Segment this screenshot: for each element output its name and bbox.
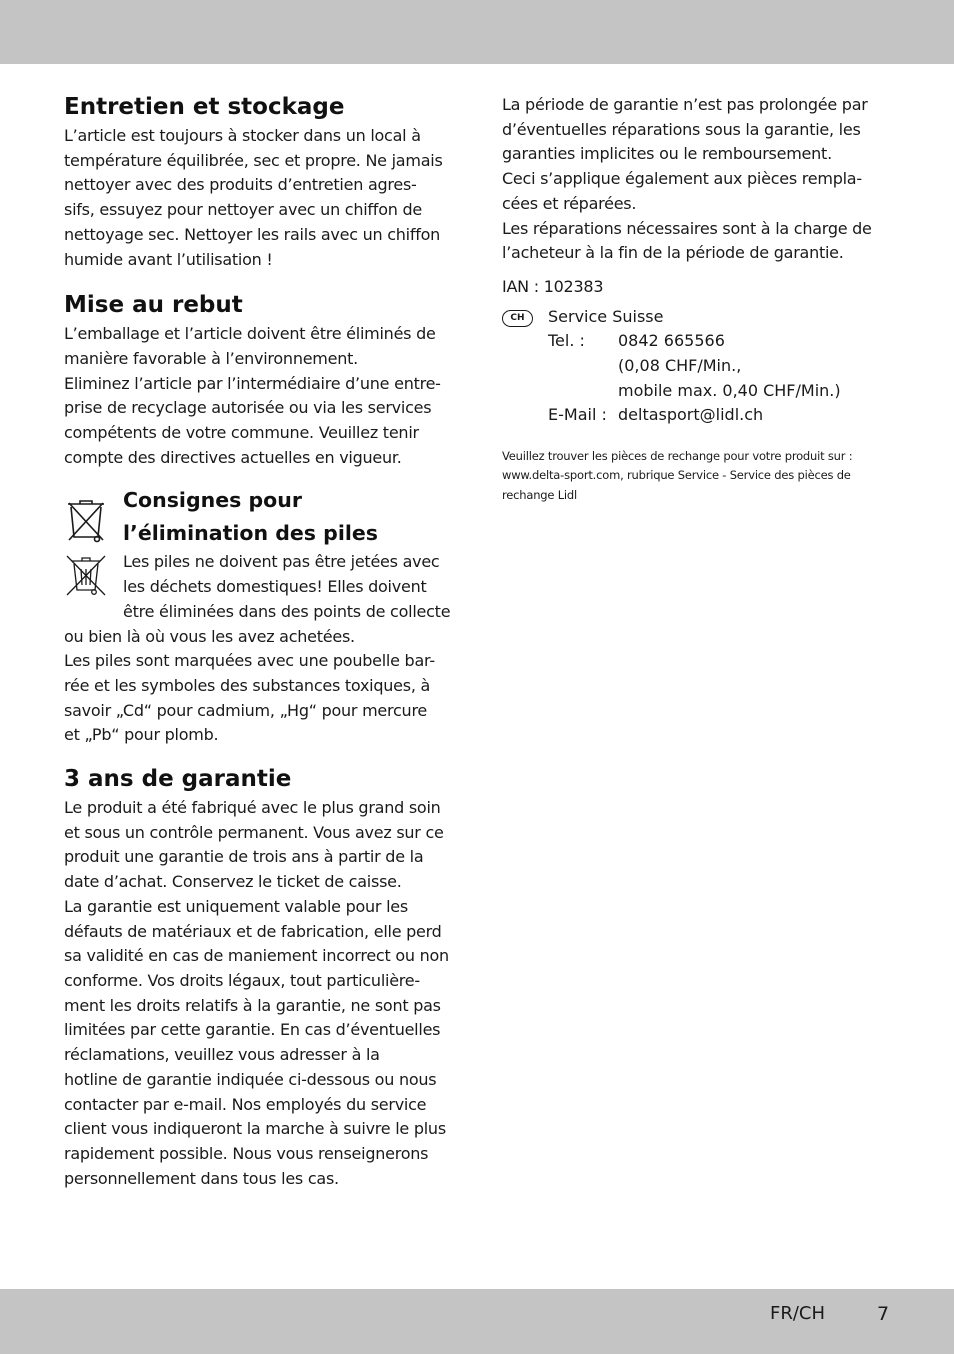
ch-country-badge-icon: CH xyxy=(502,310,533,327)
care-text xyxy=(64,124,456,272)
text-line: conforme. Vos droits légaux, tout particulière- xyxy=(64,970,420,990)
text-line: rapidement possible. Nous vous renseignerons xyxy=(64,1143,429,1163)
batteries-text xyxy=(64,625,456,749)
care-section xyxy=(64,90,456,272)
text-line: contacter par e-mail. Nos employés du service xyxy=(64,1094,427,1114)
warranty-heading: 3 ans de garantie xyxy=(64,766,292,793)
spare-parts-note xyxy=(502,447,897,505)
service-contact xyxy=(502,305,897,429)
service-email-row xyxy=(548,403,897,428)
warranty-text xyxy=(64,796,456,1191)
text-line: prise de recyclage autorisée ou via les services xyxy=(64,398,432,418)
text-line: www.delta-sport.com, rubrique Service - Service des pièces de xyxy=(502,468,851,483)
tel-label: Tel. : xyxy=(548,331,585,351)
text-line: les déchets domestiques! Elles doivent xyxy=(123,577,427,597)
care-heading: Entretien et stockage xyxy=(64,94,345,120)
batteries-heading-block xyxy=(64,484,456,550)
text-line: client vous indiqueront la marche à suivre le plus xyxy=(64,1119,446,1139)
text-line: Les réparations nécessaires sont à la charge de xyxy=(502,218,872,238)
email-label: E-Mail : xyxy=(548,405,607,425)
text-line: compétents de votre commune. Veuillez tenir xyxy=(64,423,419,443)
text-line: rée et les symboles des substances toxiques, à xyxy=(64,675,431,695)
text-line: hotline de garantie indiquée ci-dessous ou nous xyxy=(64,1069,437,1089)
text-line: produit une garantie de trois ans à partir de la xyxy=(64,847,424,867)
left-column xyxy=(64,90,456,1191)
text-line: température équilibrée, sec et propre. Ne jamais xyxy=(64,150,443,170)
right-column xyxy=(502,93,897,505)
batteries-heading: Consignes pour l’élimination des piles xyxy=(123,488,378,546)
text-line: date d’achat. Conservez le ticket de caisse. xyxy=(64,872,402,892)
text-line: nettoyage sec. Nettoyer les rails avec un chiffon xyxy=(64,224,441,244)
text-line: L’emballage et l’article doivent être éliminés de xyxy=(64,324,436,344)
text-line: réclamations, veuillez vous adresser à la xyxy=(64,1045,380,1065)
text-line: personnellement dans tous les cas. xyxy=(64,1168,339,1188)
batteries-text-indented xyxy=(64,550,456,624)
text-line: manière favorable à l’environnement. xyxy=(64,348,358,368)
text-line: compte des directives actuelles en vigueur. xyxy=(64,447,402,467)
text-line: et sous un contrôle permanent. Vous avez sur ce xyxy=(64,822,444,842)
price-line: (0,08 CHF/Min., xyxy=(618,356,742,376)
text-line: ment les droits relatifs à la garantie, ne sont pas xyxy=(64,995,441,1015)
text-line: défauts de matériaux et de fabrication, elle perd xyxy=(64,921,442,941)
text-line: nettoyer avec des produits d’entretien agres- xyxy=(64,175,417,195)
disposal-heading: Mise au rebut xyxy=(64,292,243,319)
text-line: Le produit a été fabriqué avec le plus grand soin xyxy=(64,798,441,818)
text-line: garanties implicites ou le remboursement. xyxy=(502,144,832,164)
text-line: rechange Lidl xyxy=(502,487,578,502)
batteries-body xyxy=(64,550,456,748)
text-line: savoir „Cd“ pour cadmium, „Hg“ pour mercure xyxy=(64,700,428,720)
text-line: sifs, essuyez pour nettoyer avec un chiffon de xyxy=(64,200,422,220)
text-line: et „Pb“ pour plomb. xyxy=(64,725,219,745)
text-line: l’acheteur à la fin de la période de garantie. xyxy=(502,243,844,263)
text-line: Les piles sont marquées avec une poubelle bar- xyxy=(64,651,435,671)
text-line: La garantie est uniquement valable pour les xyxy=(64,896,408,916)
ian-number: IAN : 102383 xyxy=(502,276,604,296)
page-number: 7 xyxy=(877,1303,890,1325)
text-line: d’éventuelles réparations sous la garantie, les xyxy=(502,119,861,139)
warranty-section xyxy=(64,762,456,1191)
text-line: Eliminez l’article par l’intermédiaire d’une entre- xyxy=(64,373,441,393)
service-name: Service Suisse xyxy=(548,306,664,326)
text-line: ou bien là où vous les avez achetées. xyxy=(64,626,355,646)
crossed-bin-icon xyxy=(64,496,108,544)
text-line: humide avant l’utilisation ! xyxy=(64,249,273,269)
tel-value: 0842 665566 xyxy=(618,331,725,351)
text-line: cées et réparées. xyxy=(502,193,637,213)
text-line: L’article est toujours à stocker dans un local à xyxy=(64,126,421,145)
text-line: sa validité en cas de maniement incorrect ou non xyxy=(64,946,449,966)
text-line: Ceci s’applique également aux pièces rempla- xyxy=(502,169,862,189)
text-line: La période de garantie n’est pas prolongée par xyxy=(502,95,868,114)
service-tel-row xyxy=(548,329,897,354)
header-bar xyxy=(0,0,954,64)
text-line: être éliminées dans des points de collecte xyxy=(123,601,451,621)
crossed-bin-icon xyxy=(64,552,108,598)
price-line: mobile max. 0,40 CHF/Min.) xyxy=(618,380,841,400)
disposal-section xyxy=(64,288,456,470)
email-value: deltasport@lidl.ch xyxy=(618,405,764,425)
batteries-section xyxy=(64,484,456,748)
disposal-text xyxy=(64,322,456,470)
warranty-continued-text xyxy=(502,93,897,266)
footer-language-code: FR/CH xyxy=(770,1303,826,1324)
text-line: Veuillez trouver les pièces de rechange pour votre produit sur : xyxy=(502,449,853,464)
text-line: Les piles ne doivent pas être jetées avec xyxy=(123,552,440,572)
text-line: limitées par cette garantie. En cas d’éventuelles xyxy=(64,1020,441,1040)
